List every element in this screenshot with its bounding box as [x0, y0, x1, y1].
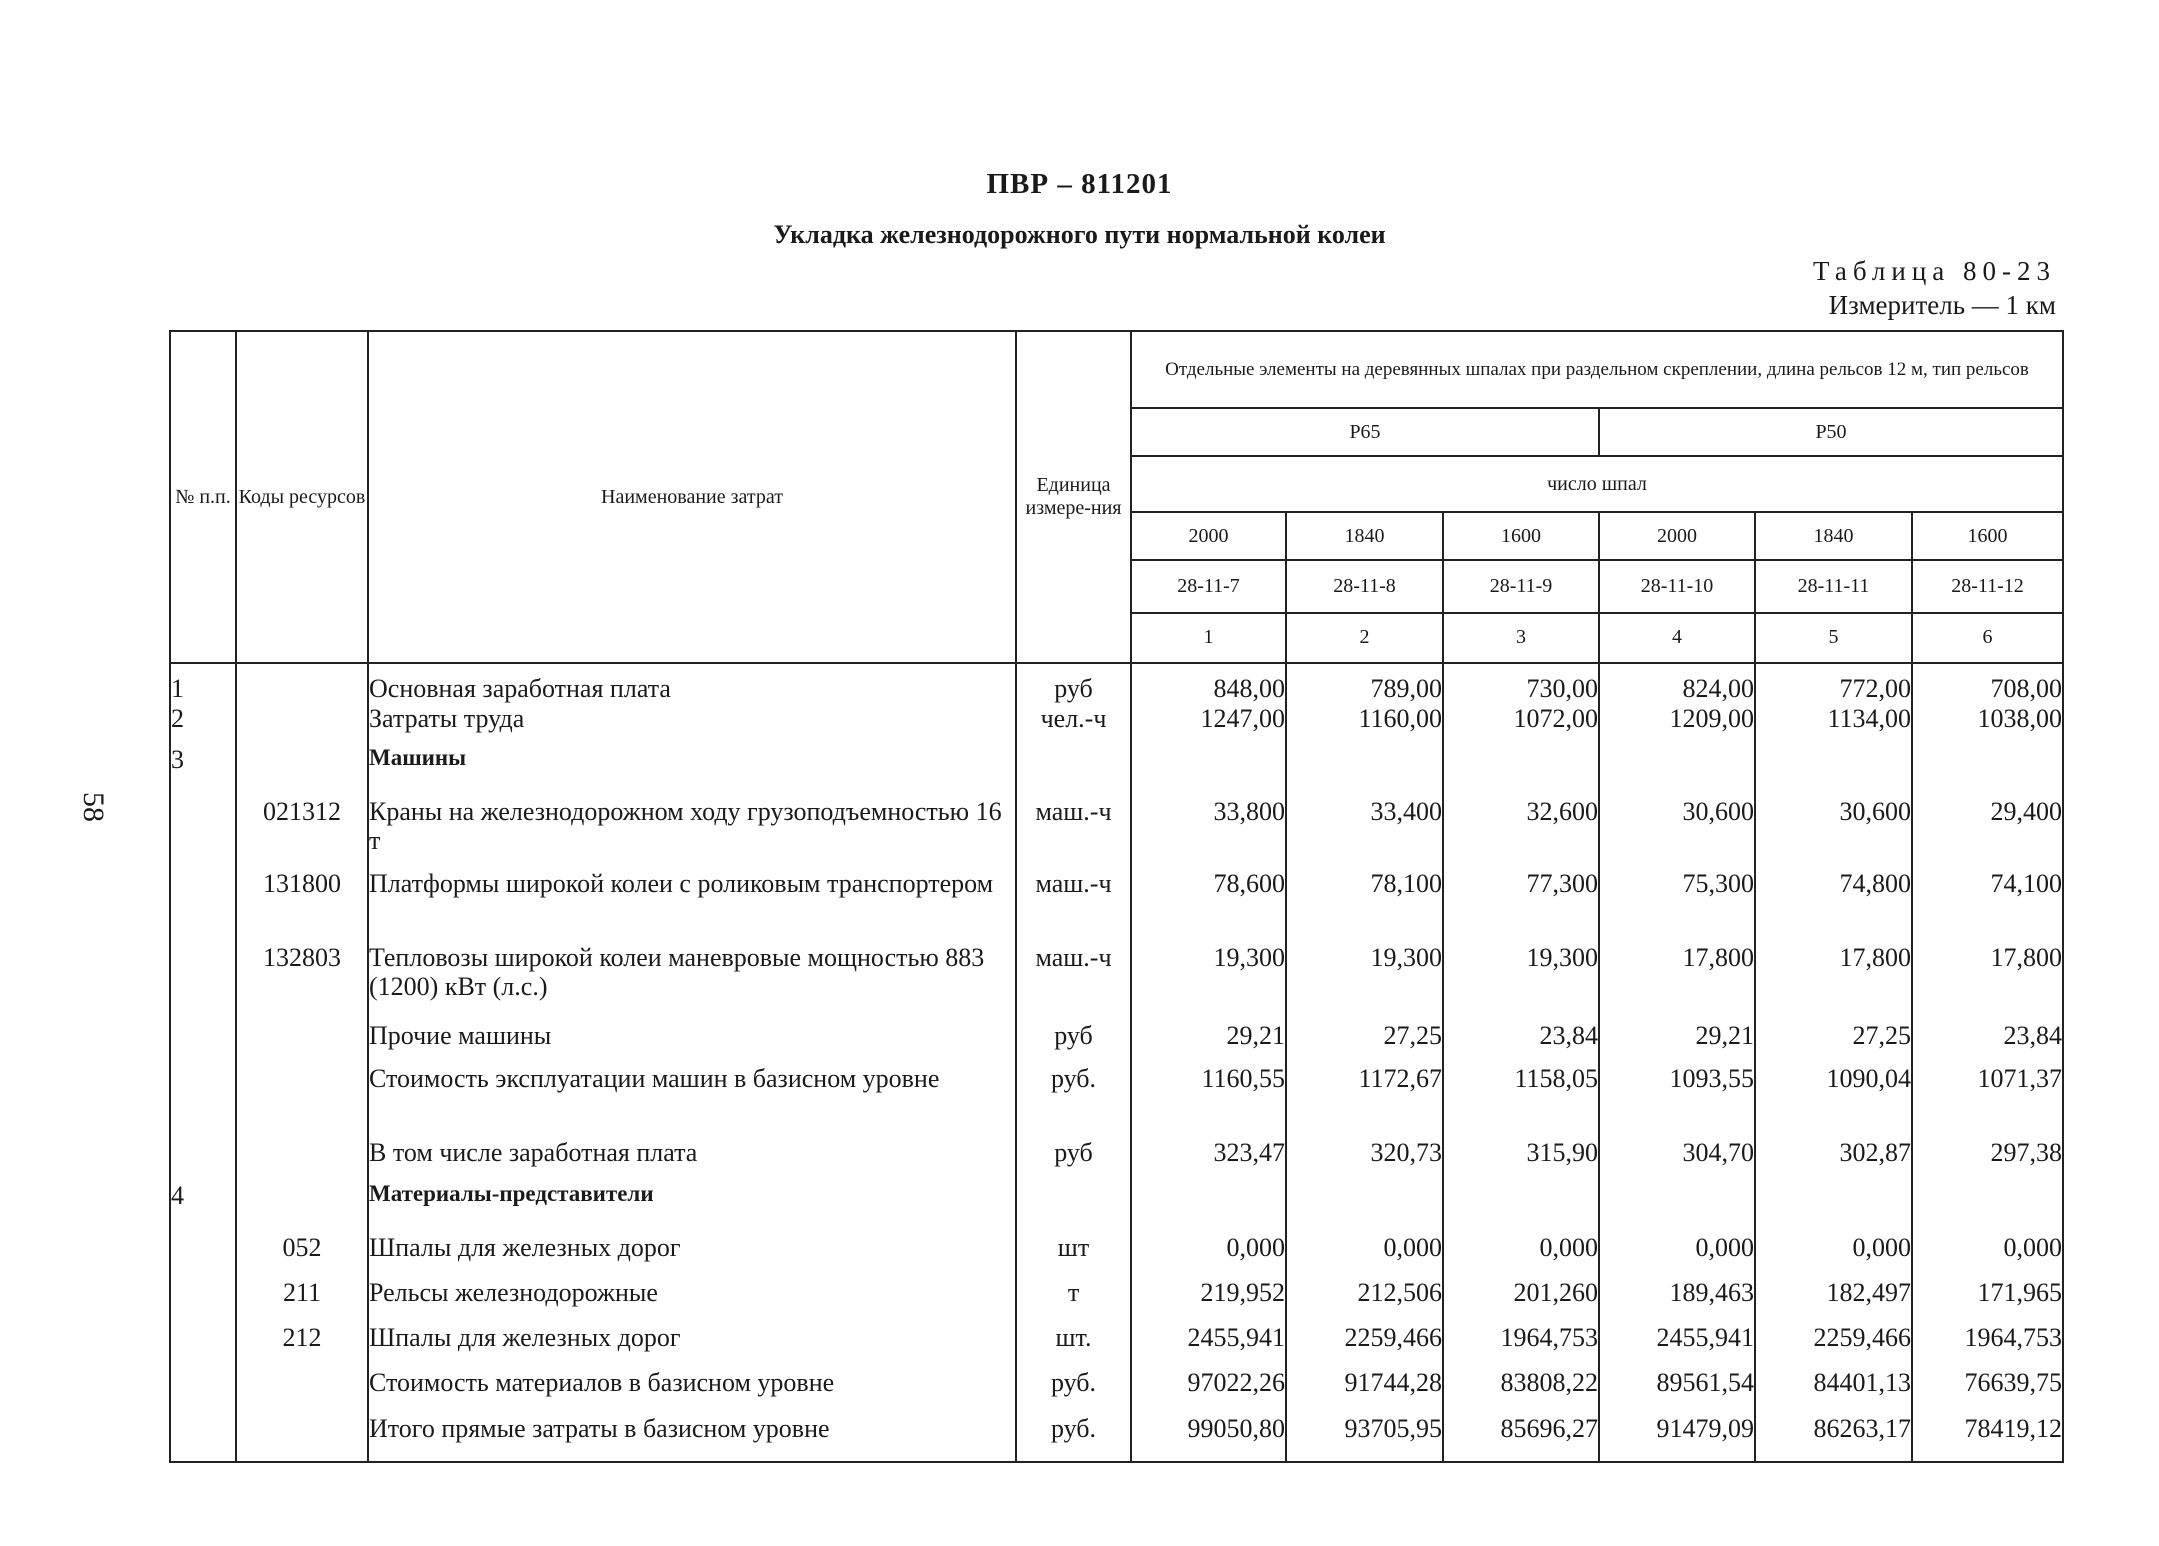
header-rail-p65: Р65: [1131, 408, 1599, 456]
table-row: [170, 745, 2063, 796]
row-name: Шпалы для железных дорог: [368, 1323, 1016, 1368]
row-code: [236, 1138, 368, 1181]
measurement-unit: Измеритель — 1 км: [1828, 290, 2056, 320]
row-value: 0,000: [1912, 1233, 2063, 1278]
header-count: 1600: [1443, 512, 1599, 560]
table-row: [170, 1368, 2063, 1413]
row-value: 789,00: [1286, 663, 1443, 704]
row-value: 32,600: [1443, 797, 1599, 869]
row-unit: т: [1016, 1278, 1131, 1323]
header-col-number: 4: [1599, 613, 1755, 663]
row-code: 132803: [236, 943, 368, 1021]
row-num: [170, 1233, 236, 1278]
row-value: 0,000: [1443, 1233, 1599, 1278]
row-num: [170, 1368, 236, 1413]
row-value: 93705,95: [1286, 1414, 1443, 1462]
header-col-number: 1: [1131, 613, 1286, 663]
row-value: 302,87: [1755, 1138, 1912, 1181]
row-num: [170, 869, 236, 943]
row-value: [1131, 745, 1286, 796]
header-id: 28-11-10: [1599, 560, 1755, 612]
row-name: Стоимость материалов в базисном уровне: [368, 1368, 1016, 1413]
row-value: 29,21: [1131, 1021, 1286, 1064]
header-unit: Единица измере-ния: [1016, 331, 1131, 663]
row-value: 17,800: [1912, 943, 2063, 1021]
table-row: [170, 1138, 2063, 1181]
row-name: Платформы широкой колеи с роликовым транспортером: [368, 869, 1016, 943]
row-value: 1160,00: [1286, 704, 1443, 745]
row-value: 78,600: [1131, 869, 1286, 943]
row-value: 74,100: [1912, 869, 2063, 943]
row-value: 824,00: [1599, 663, 1755, 704]
cost-table: [169, 330, 2064, 1463]
table-row: [170, 1323, 2063, 1368]
row-name: Шпалы для железных дорог: [368, 1233, 1016, 1278]
row-code: [236, 1181, 368, 1232]
row-value: 76639,75: [1912, 1368, 2063, 1413]
row-value: 83808,22: [1443, 1368, 1599, 1413]
row-unit: маш.-ч: [1016, 869, 1131, 943]
row-value: 730,00: [1443, 663, 1599, 704]
document-subtitle: Укладка железнодорожного пути нормальной колеи: [773, 220, 1386, 249]
row-value: 2259,466: [1755, 1323, 1912, 1368]
row-name: Основная заработная плата: [368, 663, 1016, 704]
table-row: [170, 704, 2063, 745]
row-value: 171,965: [1912, 1278, 2063, 1323]
row-value: 1209,00: [1599, 704, 1755, 745]
row-value: 17,800: [1599, 943, 1755, 1021]
row-value: 0,000: [1286, 1233, 1443, 1278]
row-name: Материалы-представители: [368, 1181, 1016, 1232]
row-value: 97022,26: [1131, 1368, 1286, 1413]
row-value: 27,25: [1286, 1021, 1443, 1064]
row-unit: руб.: [1016, 1368, 1131, 1413]
row-unit: руб.: [1016, 1064, 1131, 1138]
header-id: 28-11-8: [1286, 560, 1443, 612]
table-row: [170, 943, 2063, 1021]
row-value: 2455,941: [1599, 1323, 1755, 1368]
row-value: 1964,753: [1912, 1323, 2063, 1368]
table-row: [170, 869, 2063, 943]
row-code: [236, 1368, 368, 1413]
table-row: [170, 797, 2063, 869]
row-code: 211: [236, 1278, 368, 1323]
row-code: [236, 745, 368, 796]
header-count: 1840: [1286, 512, 1443, 560]
row-value: 91744,28: [1286, 1368, 1443, 1413]
row-value: 1071,37: [1912, 1064, 2063, 1138]
row-value: 297,38: [1912, 1138, 2063, 1181]
row-num: [170, 1323, 236, 1368]
row-name: Стоимость эксплуатации машин в базисном уровне: [368, 1064, 1016, 1138]
row-name: Машины: [368, 745, 1016, 796]
row-value: 1093,55: [1599, 1064, 1755, 1138]
table-row: [170, 663, 2063, 704]
row-value: 1160,55: [1131, 1064, 1286, 1138]
header-num: № п.п.: [170, 331, 236, 663]
row-name: Краны на железнодорожном ходу грузоподъемностью 16 т: [368, 797, 1016, 869]
row-num: [170, 1138, 236, 1181]
row-value: 1247,00: [1131, 704, 1286, 745]
row-unit: шт.: [1016, 1323, 1131, 1368]
row-value: 78419,12: [1912, 1414, 2063, 1462]
row-num: [170, 1064, 236, 1138]
row-value: [1443, 1181, 1599, 1232]
row-value: 0,000: [1599, 1233, 1755, 1278]
row-value: 30,600: [1755, 797, 1912, 869]
row-num: [170, 943, 236, 1021]
row-value: 99050,80: [1131, 1414, 1286, 1462]
row-value: 182,497: [1755, 1278, 1912, 1323]
header-name: Наименование затрат: [368, 331, 1016, 663]
row-num: 4: [170, 1181, 236, 1232]
row-value: 1964,753: [1443, 1323, 1599, 1368]
header-id: 28-11-11: [1755, 560, 1912, 612]
row-value: 2455,941: [1131, 1323, 1286, 1368]
header-sleepers: число шпал: [1131, 456, 2063, 512]
row-num: [170, 1414, 236, 1462]
row-unit: [1016, 1181, 1131, 1232]
row-value: 75,300: [1599, 869, 1755, 943]
row-value: 86263,17: [1755, 1414, 1912, 1462]
table-row: [170, 1414, 2063, 1462]
row-value: 212,506: [1286, 1278, 1443, 1323]
table-row: [170, 1278, 2063, 1323]
row-unit: руб.: [1016, 1414, 1131, 1462]
row-value: 772,00: [1755, 663, 1912, 704]
table-row: [170, 1233, 2063, 1278]
row-value: 1072,00: [1443, 704, 1599, 745]
row-code: [236, 1021, 368, 1064]
row-unit: руб: [1016, 663, 1131, 704]
row-unit: маш.-ч: [1016, 797, 1131, 869]
row-value: 30,600: [1599, 797, 1755, 869]
header-id: 28-11-9: [1443, 560, 1599, 612]
row-value: 19,300: [1443, 943, 1599, 1021]
row-value: 848,00: [1131, 663, 1286, 704]
header-col-number: 2: [1286, 613, 1443, 663]
row-value: 17,800: [1755, 943, 1912, 1021]
header-col-number: 5: [1755, 613, 1912, 663]
row-value: [1131, 1181, 1286, 1232]
row-value: 19,300: [1131, 943, 1286, 1021]
row-value: 201,260: [1443, 1278, 1599, 1323]
header-group: Отдельные элементы на деревянных шпалах при раздельном скреплении, длина рельсов 12 м, тип рельсов: [1131, 331, 2063, 408]
row-value: 1134,00: [1755, 704, 1912, 745]
row-num: [170, 1021, 236, 1064]
row-value: 0,000: [1131, 1233, 1286, 1278]
row-value: 91479,09: [1599, 1414, 1755, 1462]
row-value: 74,800: [1755, 869, 1912, 943]
row-unit: чел.-ч: [1016, 704, 1131, 745]
row-unit: руб: [1016, 1138, 1131, 1181]
row-value: 1038,00: [1912, 704, 2063, 745]
table-row: [170, 1021, 2063, 1064]
header-id: 28-11-7: [1131, 560, 1286, 612]
row-value: 33,800: [1131, 797, 1286, 869]
row-name: Прочие машины: [368, 1021, 1016, 1064]
row-value: [1599, 745, 1755, 796]
row-value: 29,400: [1912, 797, 2063, 869]
table-number: Таблица 80-23: [1813, 256, 2056, 286]
header-col-number: 3: [1443, 613, 1599, 663]
row-value: [1443, 745, 1599, 796]
row-name: Тепловозы широкой колеи маневровые мощностью 883 (1200) кВт (л.с.): [368, 943, 1016, 1021]
row-value: 23,84: [1912, 1021, 2063, 1064]
row-value: 320,73: [1286, 1138, 1443, 1181]
row-value: 323,47: [1131, 1138, 1286, 1181]
row-value: [1286, 1181, 1443, 1232]
row-value: [1755, 745, 1912, 796]
row-value: 0,000: [1755, 1233, 1912, 1278]
row-value: 219,952: [1131, 1278, 1286, 1323]
row-value: 189,463: [1599, 1278, 1755, 1323]
row-num: 3: [170, 745, 236, 796]
row-unit: шт: [1016, 1233, 1131, 1278]
header-count: 1840: [1755, 512, 1912, 560]
header-id: 28-11-12: [1912, 560, 2063, 612]
row-code: [236, 1414, 368, 1462]
row-value: 85696,27: [1443, 1414, 1599, 1462]
row-value: 84401,13: [1755, 1368, 1912, 1413]
row-value: 1090,04: [1755, 1064, 1912, 1138]
row-value: [1912, 1181, 2063, 1232]
row-name: В том числе заработная плата: [368, 1138, 1016, 1181]
row-value: 29,21: [1599, 1021, 1755, 1064]
row-value: 77,300: [1443, 869, 1599, 943]
row-num: [170, 797, 236, 869]
header-count: 2000: [1599, 512, 1755, 560]
row-value: 19,300: [1286, 943, 1443, 1021]
table-row: [170, 1064, 2063, 1138]
row-unit: руб: [1016, 1021, 1131, 1064]
page-number: 58: [77, 792, 110, 822]
row-value: 1172,67: [1286, 1064, 1443, 1138]
header-count: 2000: [1131, 512, 1286, 560]
row-value: [1286, 745, 1443, 796]
row-unit: маш.-ч: [1016, 943, 1131, 1021]
row-num: [170, 1278, 236, 1323]
row-value: 2259,466: [1286, 1323, 1443, 1368]
header-rail-p50: Р50: [1599, 408, 2063, 456]
row-value: 304,70: [1599, 1138, 1755, 1181]
row-code: 052: [236, 1233, 368, 1278]
row-code: [236, 663, 368, 704]
header-codes: Коды ресурсов: [236, 331, 368, 663]
row-code: [236, 704, 368, 745]
row-unit: [1016, 745, 1131, 796]
row-value: [1912, 745, 2063, 796]
row-value: [1599, 1181, 1755, 1232]
header-col-number: 6: [1912, 613, 2063, 663]
row-value: 27,25: [1755, 1021, 1912, 1064]
row-name: Итого прямые затраты в базисном уровне: [368, 1414, 1016, 1462]
row-num: 2: [170, 704, 236, 745]
row-value: [1755, 1181, 1912, 1232]
row-value: 33,400: [1286, 797, 1443, 869]
row-code: [236, 1064, 368, 1138]
row-value: 1158,05: [1443, 1064, 1599, 1138]
row-name: Затраты труда: [368, 704, 1016, 745]
row-value: 315,90: [1443, 1138, 1599, 1181]
row-code: 131800: [236, 869, 368, 943]
row-value: 78,100: [1286, 869, 1443, 943]
row-name: Рельсы железнодорожные: [368, 1278, 1016, 1323]
row-code: 021312: [236, 797, 368, 869]
document-title: ПВР – 811201: [986, 168, 1173, 200]
table-row: [170, 1181, 2063, 1232]
row-num: 1: [170, 663, 236, 704]
row-value: 708,00: [1912, 663, 2063, 704]
row-value: 89561,54: [1599, 1368, 1755, 1413]
row-code: 212: [236, 1323, 368, 1368]
row-value: 23,84: [1443, 1021, 1599, 1064]
header-count: 1600: [1912, 512, 2063, 560]
